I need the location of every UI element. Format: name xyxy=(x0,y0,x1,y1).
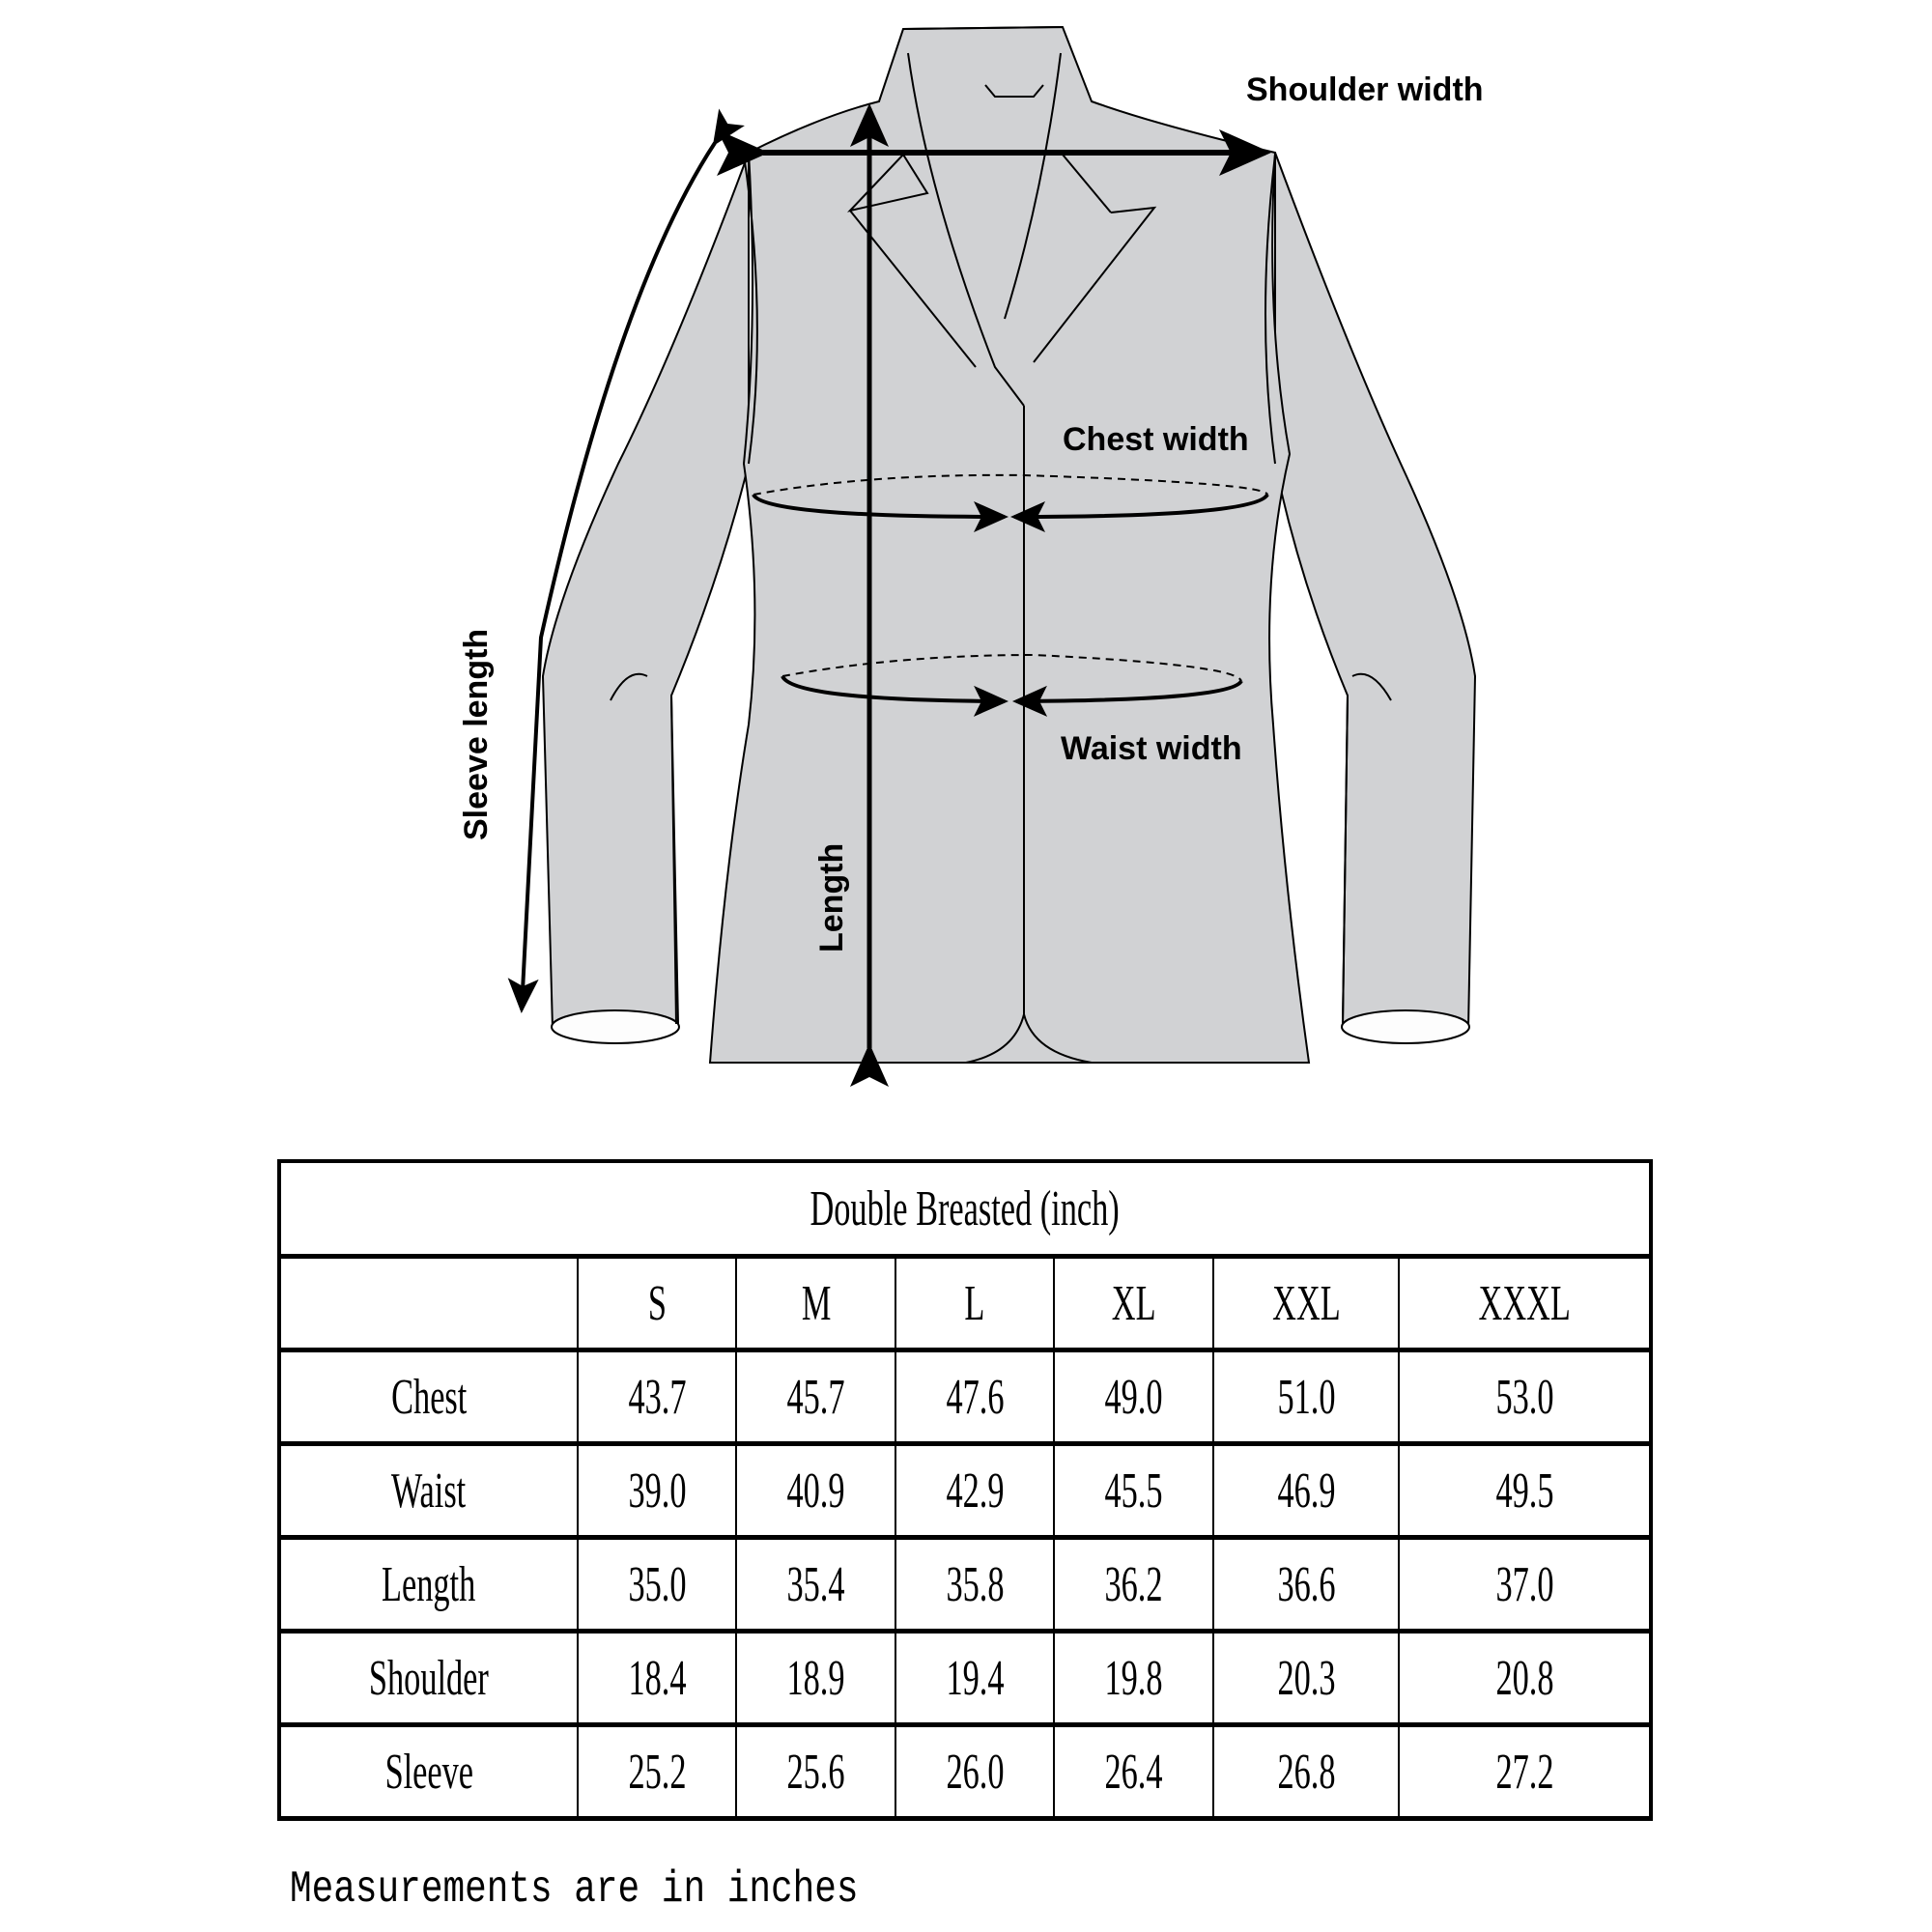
table-row-waist xyxy=(279,1444,1651,1538)
table-cell: 19.8 xyxy=(1054,1632,1212,1725)
size-chart-table xyxy=(277,1159,1653,1821)
table-cell: 35.0 xyxy=(578,1538,736,1632)
table-cell: 26.8 xyxy=(1213,1725,1400,1819)
table-cell: 46.9 xyxy=(1213,1444,1400,1538)
table-title-row xyxy=(279,1161,1651,1257)
shoulder-width-label: Shoulder width xyxy=(1246,71,1484,108)
table-cell: 35.8 xyxy=(895,1538,1054,1632)
chest-width-label: Chest width xyxy=(1063,421,1249,458)
waist-width-label: Waist width xyxy=(1061,730,1242,767)
table-cell: 36.2 xyxy=(1054,1538,1212,1632)
row-label: Waist xyxy=(279,1444,578,1538)
table-cell: 27.2 xyxy=(1399,1725,1651,1819)
table-cell: 45.7 xyxy=(736,1350,895,1444)
table-cell: 18.9 xyxy=(736,1632,895,1725)
table-cell: 42.9 xyxy=(895,1444,1054,1538)
table-cell: 39.0 xyxy=(578,1444,736,1538)
table-cell: 20.8 xyxy=(1399,1632,1651,1725)
length-label: Length xyxy=(813,842,850,952)
header-empty-cell xyxy=(279,1257,578,1350)
table-title: Double Breasted (inch) xyxy=(279,1161,1651,1257)
table-cell: 25.6 xyxy=(736,1725,895,1819)
size-header: XL xyxy=(1054,1257,1212,1350)
table-cell: 37.0 xyxy=(1399,1538,1651,1632)
table-cell: 40.9 xyxy=(736,1444,895,1538)
size-header: S xyxy=(578,1257,736,1350)
size-header: XXL xyxy=(1213,1257,1400,1350)
table-cell: 35.4 xyxy=(736,1538,895,1632)
size-header: XXXL xyxy=(1399,1257,1651,1350)
measurement-footnote: Measurements are in inches xyxy=(290,1864,859,1915)
size-header-row xyxy=(279,1257,1651,1350)
table-cell: 19.4 xyxy=(895,1632,1054,1725)
table-row-shoulder xyxy=(279,1632,1651,1725)
row-label: Chest xyxy=(279,1350,578,1444)
table-row-length xyxy=(279,1538,1651,1632)
table-row-chest xyxy=(279,1350,1651,1444)
table-cell: 51.0 xyxy=(1213,1350,1400,1444)
table-cell: 26.4 xyxy=(1054,1725,1212,1819)
row-label: Length xyxy=(279,1538,578,1632)
table-cell: 26.0 xyxy=(895,1725,1054,1819)
torso xyxy=(710,27,1309,1063)
table-cell: 45.5 xyxy=(1054,1444,1212,1538)
table-cell: 49.0 xyxy=(1054,1350,1212,1444)
table-cell: 18.4 xyxy=(578,1632,736,1725)
right-sleeve xyxy=(1275,153,1475,1029)
jacket-body xyxy=(543,27,1475,1063)
size-header: L xyxy=(895,1257,1054,1350)
table-cell: 43.7 xyxy=(578,1350,736,1444)
row-label: Shoulder xyxy=(279,1632,578,1725)
table-row-sleeve xyxy=(279,1725,1651,1819)
sleeve-length-label: Sleeve length xyxy=(458,628,495,840)
left-cuff xyxy=(552,1010,679,1043)
right-cuff xyxy=(1342,1010,1469,1043)
table-cell: 25.2 xyxy=(578,1725,736,1819)
table-cell: 36.6 xyxy=(1213,1538,1400,1632)
table-cell: 53.0 xyxy=(1399,1350,1651,1444)
size-header: M xyxy=(736,1257,895,1350)
table-cell: 47.6 xyxy=(895,1350,1054,1444)
table-cell: 20.3 xyxy=(1213,1632,1400,1725)
row-label: Sleeve xyxy=(279,1725,578,1819)
table-cell: 49.5 xyxy=(1399,1444,1651,1538)
